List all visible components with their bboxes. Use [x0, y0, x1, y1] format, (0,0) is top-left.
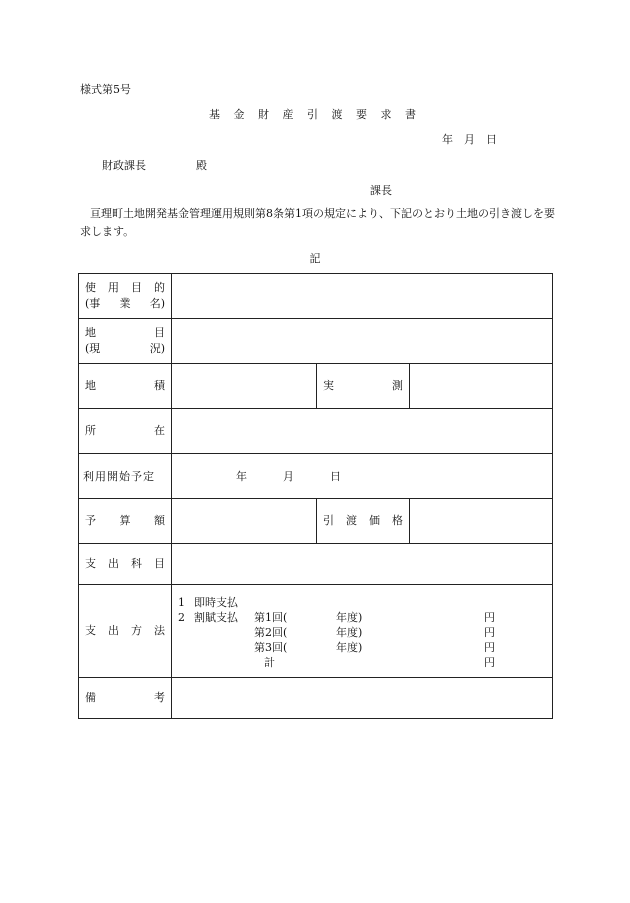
- row-area: [79, 364, 553, 409]
- label-char: 額: [154, 514, 165, 527]
- label-char: 用: [108, 281, 119, 294]
- label-area: [79, 364, 172, 409]
- installment-label: 第3回(: [254, 641, 288, 654]
- row-expense: [79, 544, 553, 585]
- label-char: 目: [154, 557, 165, 570]
- label-char: 積: [154, 379, 165, 392]
- row-budget: [79, 499, 553, 544]
- label-char: 目: [154, 326, 165, 339]
- label-location: [79, 409, 172, 454]
- label-char: 格: [392, 514, 403, 527]
- label-char: 在: [154, 424, 165, 437]
- label-char: 名): [149, 297, 165, 310]
- row-chimoku: [79, 319, 553, 364]
- label-char: 支: [85, 624, 96, 637]
- option-installment: 割賦支払: [194, 611, 238, 624]
- label-char: 所: [85, 424, 96, 437]
- label-char: 備: [85, 691, 96, 704]
- payment-block: [172, 585, 552, 677]
- label-char: 出: [108, 624, 119, 637]
- addressee: 財政課長: [102, 159, 146, 172]
- field-location[interactable]: [172, 409, 553, 454]
- field-price[interactable]: [410, 499, 553, 544]
- requester-title: 課長: [370, 184, 392, 197]
- field-start-date[interactable]: [172, 454, 553, 499]
- field-measured[interactable]: [410, 364, 553, 409]
- label-char: 支: [85, 557, 96, 570]
- label-char: 実: [323, 379, 334, 392]
- field-purpose[interactable]: [172, 274, 553, 319]
- label-char: 使: [85, 281, 96, 294]
- row-remarks: [79, 678, 553, 719]
- label-char: 引: [323, 514, 334, 527]
- body-text: 亘理町土地開発基金管理運用規則第8条第1項の規定により、下記のとおり土地の引き渡しを要求します。: [80, 207, 555, 238]
- installment-yen: 円: [484, 626, 495, 639]
- installment-fy: 年度): [336, 611, 363, 624]
- request-table: [78, 273, 553, 719]
- honorific: 殿: [196, 159, 207, 172]
- year-label: 年: [236, 470, 247, 483]
- label-char: 予: [85, 514, 96, 527]
- field-budget[interactable]: [172, 499, 317, 544]
- installment-label: 第1回(: [254, 611, 288, 624]
- label-char: 価: [369, 514, 380, 527]
- day-label: 日: [330, 470, 341, 483]
- field-remarks[interactable]: [172, 678, 553, 719]
- label-char: 地: [85, 326, 96, 339]
- option-number: 1: [178, 596, 185, 609]
- row-method: [79, 585, 553, 678]
- field-expense[interactable]: [172, 544, 553, 585]
- installment-fy: 年度): [336, 626, 363, 639]
- label-start-date: [79, 454, 172, 499]
- installment-yen: 円: [484, 641, 495, 654]
- label-char: 目: [131, 281, 142, 294]
- field-chimoku[interactable]: [172, 319, 553, 364]
- row-start-date: [79, 454, 553, 499]
- label-char: (現: [85, 342, 101, 355]
- total-yen: 円: [484, 656, 495, 669]
- label-char: 科: [131, 557, 142, 570]
- label-char: 考: [154, 691, 165, 704]
- label-char: 的: [154, 281, 165, 294]
- form-number: 様式第5号: [80, 83, 131, 96]
- total-label: 計: [264, 656, 275, 669]
- label-remarks: [79, 678, 172, 719]
- label-price: [317, 499, 410, 544]
- label-char: 法: [154, 624, 165, 637]
- installment-label: 第2回(: [254, 626, 288, 639]
- row-location: [79, 409, 553, 454]
- label-chimoku: [79, 319, 172, 364]
- label-char: 況): [149, 342, 165, 355]
- label-purpose: [79, 274, 172, 319]
- label-text: 利用開始予定: [83, 470, 155, 483]
- label-char: 業: [119, 297, 131, 310]
- row-purpose: [79, 274, 553, 319]
- month-label: 月: [283, 470, 294, 483]
- ki-heading: 記: [309, 252, 321, 265]
- label-measured: [317, 364, 410, 409]
- label-char: 渡: [346, 514, 357, 527]
- label-char: 方: [131, 624, 142, 637]
- label-char: 測: [392, 379, 403, 392]
- document-title: 基 金 財 産 引 渡 要 求 書: [209, 108, 421, 121]
- field-area[interactable]: [172, 364, 317, 409]
- label-budget: [79, 499, 172, 544]
- label-expense: [79, 544, 172, 585]
- label-char: (事: [85, 297, 101, 310]
- label-method: [79, 585, 172, 678]
- installment-yen: 円: [484, 611, 495, 624]
- date-line: 年 月 日: [442, 133, 497, 146]
- label-char: 出: [108, 557, 119, 570]
- option-immediate: 即時支払: [194, 596, 238, 609]
- installment-fy: 年度): [336, 641, 363, 654]
- label-char: 地: [85, 379, 96, 392]
- option-number: 2: [178, 611, 185, 624]
- label-char: 算: [119, 514, 131, 527]
- field-method[interactable]: [172, 585, 553, 678]
